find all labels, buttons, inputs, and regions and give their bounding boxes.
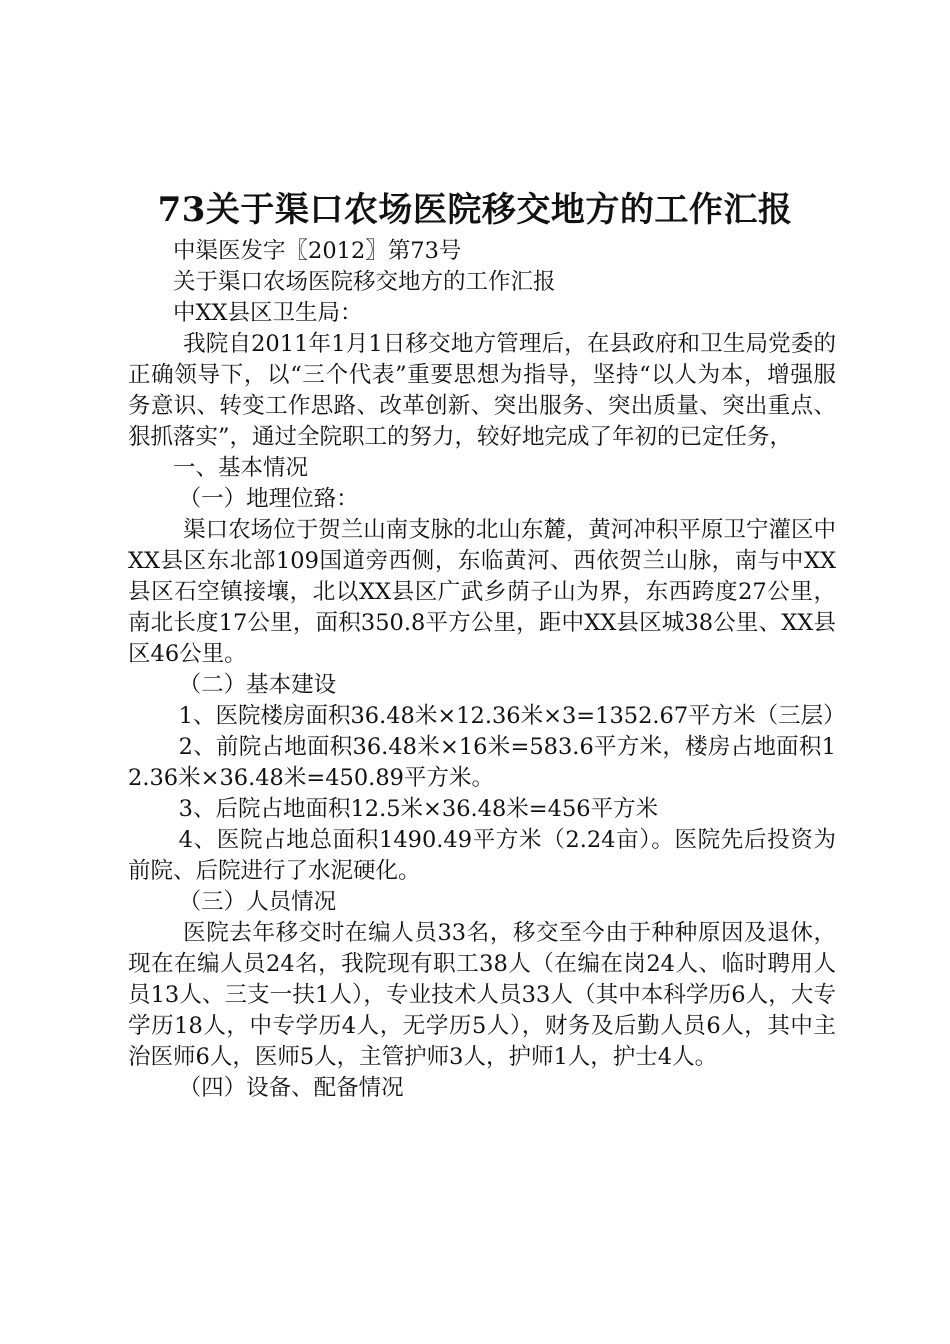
document-number: 中渠医发字〖2012〗第73号 — [173, 238, 462, 264]
subheading-construction: （二）基本建设 — [178, 672, 337, 698]
subheading-equipment: （四）设备、配备情况 — [178, 1075, 404, 1101]
document-title: 73关于渠口农场医院移交地方的工作汇报 — [157, 190, 793, 230]
section-heading-basic: 一、基本情况 — [173, 455, 309, 481]
construction-item-4: 4、医院占地总面积1490.49平方米（2.24亩）。医院先后投资为前院、后院进行了水泥硬化。 — [128, 827, 836, 884]
subheading-staff: （三）人员情况 — [178, 889, 337, 915]
subheading-location: （一）地理位臵： — [178, 486, 359, 512]
staff-paragraph: 医院去年移交时在编人员33名，移交至今由于种种原因及退休，现在在编人员24名，我院现有职工38人（在编在岗24人、临时聘用人员13人、三支一扶1人），专业技术人员33人（其中本科学历6人，大专学历18人，中专学历4人，无学历5人），财务及后勤人员6人，其中主治医师6人，医师5人，主管护师3人，护师1人，护士4人。 — [128, 920, 836, 1070]
recipient-line: 中XX县区卫生局： — [173, 300, 363, 326]
subject-line: 关于渠口农场医院移交地方的工作汇报 — [173, 269, 556, 295]
construction-item-2: 2、前院占地面积36.48米×16米=583.6平方米，楼房占地面积12.36米×36.48米=450.89平方米。 — [128, 734, 836, 791]
intro-paragraph: 我院自2011年1月1日移交地方管理后，在县政府和卫生局党委的正确领导下，以“三个代表”重要思想为指导，坚持“以人为本，增强服务意识、转变工作思路、改革创新、突出服务、突出质量、突出重点、狠抓落实”，通过全院职工的努力，较好地完成了年初的已定任务， — [128, 331, 836, 450]
document-body — [128, 236, 846, 1104]
location-paragraph: 渠口农场位于贺兰山南支脉的北山东麓，黄河冲积平原卫宁灌区中XX县区东北部109国道旁西侧，东临黄河、西依贺兰山脉，南与中XX县区石空镇接壤，北以XX县区广武乡荫子山为界，东西跨度27公里，南北长度17公里，面积350.8平方公里，距中XX县区城38公里、XX县区46公里。 — [128, 517, 836, 667]
construction-item-3: 3、后院占地面积12.5米×36.48米=456平方米 — [178, 796, 659, 822]
construction-item-1: 1、医院楼房面积36.48米×12.36米×3=1352.67平方米（三层） — [178, 703, 846, 729]
